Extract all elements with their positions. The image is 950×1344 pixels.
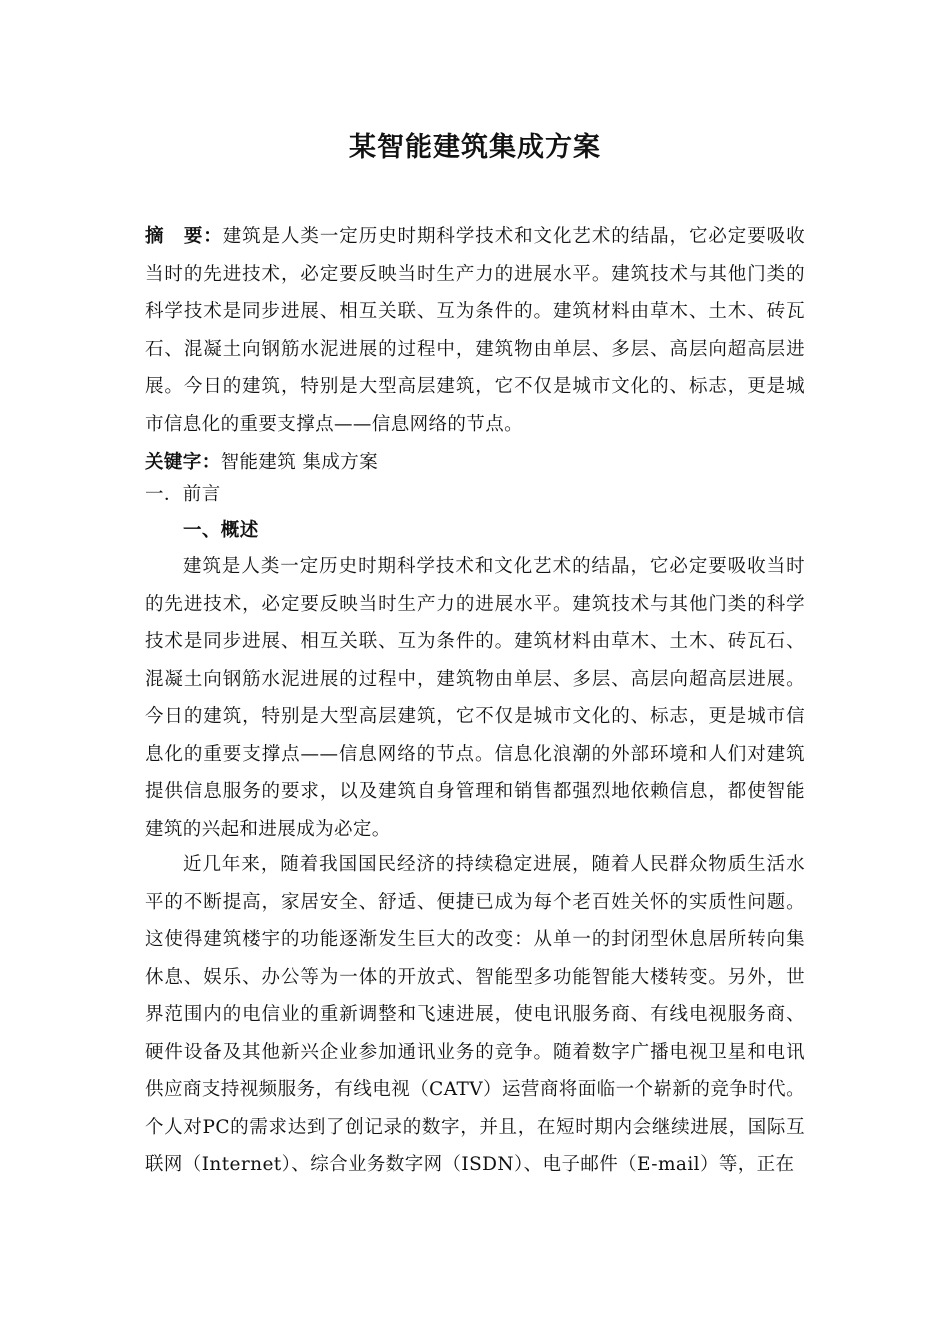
document-title: 某智能建筑集成方案 [349, 132, 601, 163]
section-heading: 一．前言 [145, 484, 221, 505]
abstract-label: 摘 要： [145, 226, 223, 247]
keywords-label: 关键字： [145, 452, 221, 473]
subsection-heading: 一、概述 [183, 520, 259, 541]
abstract-text: 建筑是人类一定历史时期科学技术和文化艺术的结晶，它必定要吸收当时的先进技术，必定要反映当时生产力的进展水平。建筑技术与其他门类的科学技术是同步进展、相互关联、互为条件的。建筑材料由草木、土木、砖瓦石、混凝土向钢筋水泥进展的过程中，建筑物由单层、多层、高层向超高层进展。今日的建筑，特别是大型高层建筑，它不仅是城市文化的、标志，更是城市信息化的重要支撑点——信息网络的节点。 [145, 226, 805, 435]
body-paragraph-2: 近几年来，随着我国国民经济的持续稳定进展，随着人民群众物质生活水平的不断提高，家居安全、舒适、便捷已成为每个老百姓关怀的实质性问题。这使得建筑楼宇的功能逐渐发生巨大的改变：从单一的封闭型休息居所转向集休息、娱乐、办公等为一体的开放式、智能型多功能智能大楼转变。另外，世界范围内的电信业的重新调整和飞速进展，使电讯服务商、有线电视服务商、硬件设备及其他新兴企业参加通讯业务的竞争。随着数字广播电视卫星和电讯供应商支持视频服务，有线电视（CATV）运营商将面临一个崭新的竞争时代。个人对PC的需求达到了创记录的数字，并且，在短时期内会继续进展，国际互联网（Internet）、综合业务数字网（ISDN）、电子邮件（E-mail）等，正在 [145, 854, 805, 1175]
abstract-paragraph [145, 218, 805, 443]
body-paragraph-1: 建筑是人类一定历史时期科学技术和文化艺术的结晶，它必定要吸收当时的先进技术，必定要反映当时生产力的进展水平。建筑技术与其他门类的科学技术是同步进展、相互关联、互为条件的。建筑材料由草木、土木、砖瓦石、混凝土向钢筋水泥进展的过程中，建筑物由单层、多层、高层向超高层进展。今日的建筑，特别是大型高层建筑，它不仅是城市文化的、标志，更是城市信息化的重要支撑点——信息网络的节点。信息化浪潮的外部环境和人们对建筑提供信息服务的要求，以及建筑自身管理和销售都强烈地依赖信息，都使智能建筑的兴起和进展成为必定。 [145, 556, 805, 840]
keywords-text: 智能建筑 集成方案 [220, 452, 379, 473]
